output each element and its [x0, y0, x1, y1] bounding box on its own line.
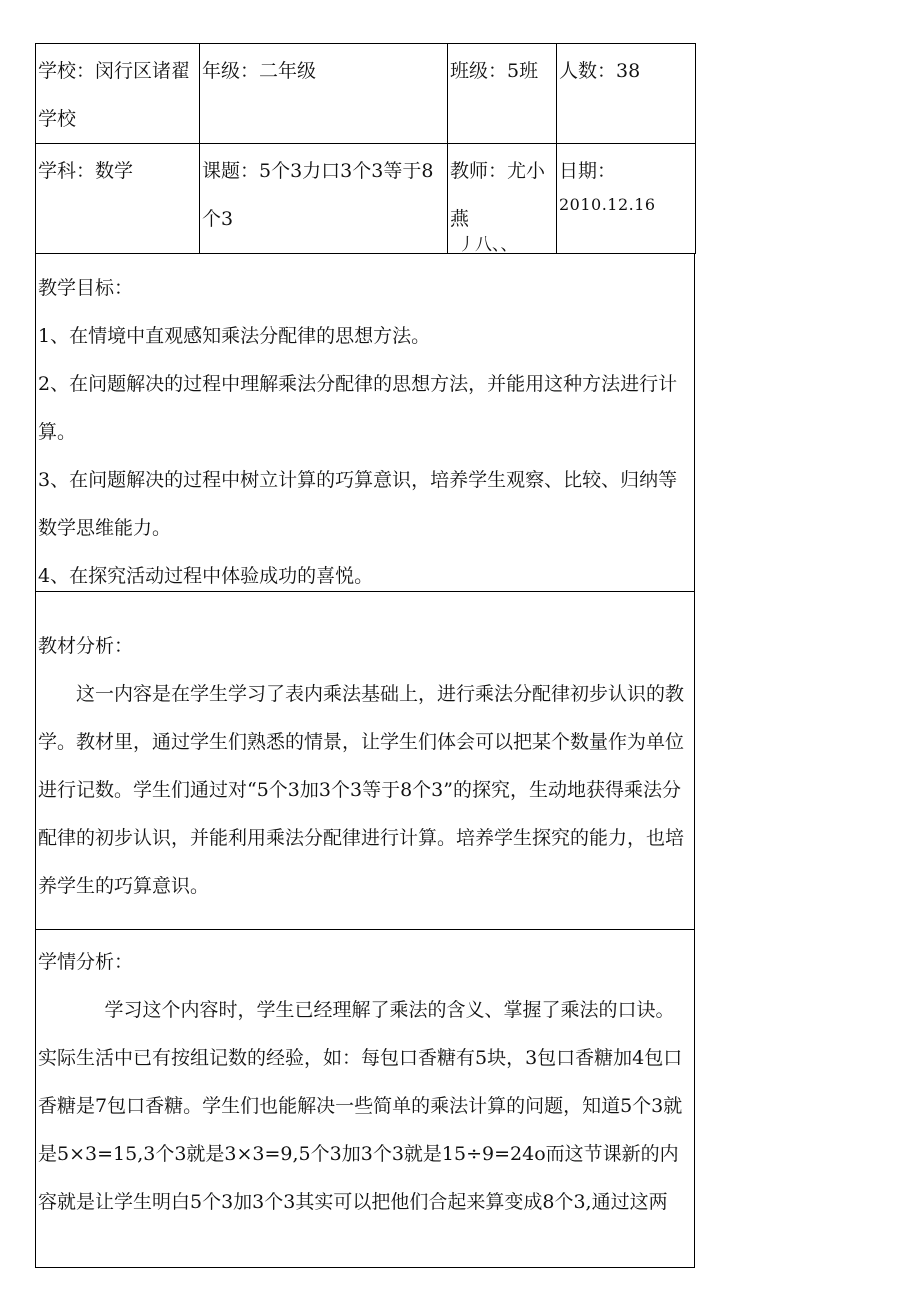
- textbook-section: [35, 592, 695, 930]
- objective-item: 3、在问题解决的过程中树立计算的巧算意识，培养学生观察、比较、归纳等数学思维能力。: [38, 469, 678, 539]
- subject-cell: 学科：数学: [36, 144, 200, 254]
- date-value: 2010.12.16: [559, 195, 656, 214]
- count-cell: 人数：38: [557, 44, 696, 144]
- objectives-section: [35, 254, 695, 592]
- textbook-title: 教材分析：: [38, 635, 134, 657]
- objective-item: 1、在情境中直观感知乘法分配律的思想方法。: [38, 325, 431, 347]
- class-cell: 班级：5班: [448, 44, 557, 144]
- topic-cell: 课题：5个3力口3个3等于8个3: [200, 144, 448, 254]
- objective-item: 4、在探究活动过程中体验成功的喜悦。: [38, 565, 374, 587]
- textbook-body: 这一内容是在学生学习了表内乘法基础上，进行乘法分配律初步认识的教学。教材里，通过学生们熟悉的情景，让学生们体会可以把某个数量作为单位进行记数。学生们通过对“5个3加3个3等于8个3”的探究，生动地获得乘法分配律的初步认识，并能利用乘法分配律进行计算。培养学生探究的能力，也培养学生的巧算意识。: [38, 683, 685, 897]
- teacher-cell: 教师：尤小燕 丿八、、: [448, 144, 557, 254]
- lesson-plan-document: [35, 43, 695, 1268]
- objectives-title: 教学目标：: [38, 277, 134, 299]
- students-title: 学情分析：: [38, 951, 134, 973]
- teacher-mark: 丿八、、: [458, 235, 518, 255]
- students-body: 学习这个内容时，学生已经理解了乘法的含义、掌握了乘法的口诀。实际生活中已有按组记数的经验，如：每包口香糖有5块，3包口香糖加4包口香糖是7包口香糖。学生们也能解决一些简单的乘法计算的问题，知道5个3就是5×3=15,3个3就是3×3=9,5个3加3个3就是15÷9=24o而这节课新的内容就是让学生明白5个3加3个3其实可以把他们合起来算变成8个3,通过这两: [38, 999, 683, 1213]
- objective-item: 2、在问题解决的过程中理解乘法分配律的思想方法，并能用这种方法进行计算。: [38, 373, 678, 443]
- grade-cell: 年级：二年级: [200, 44, 448, 144]
- students-section: [35, 930, 695, 1268]
- header-table: [35, 43, 696, 254]
- date-cell: 日期： 2010.12.16: [557, 144, 696, 254]
- school-cell: 学校：闵行区诸翟学校: [36, 44, 200, 144]
